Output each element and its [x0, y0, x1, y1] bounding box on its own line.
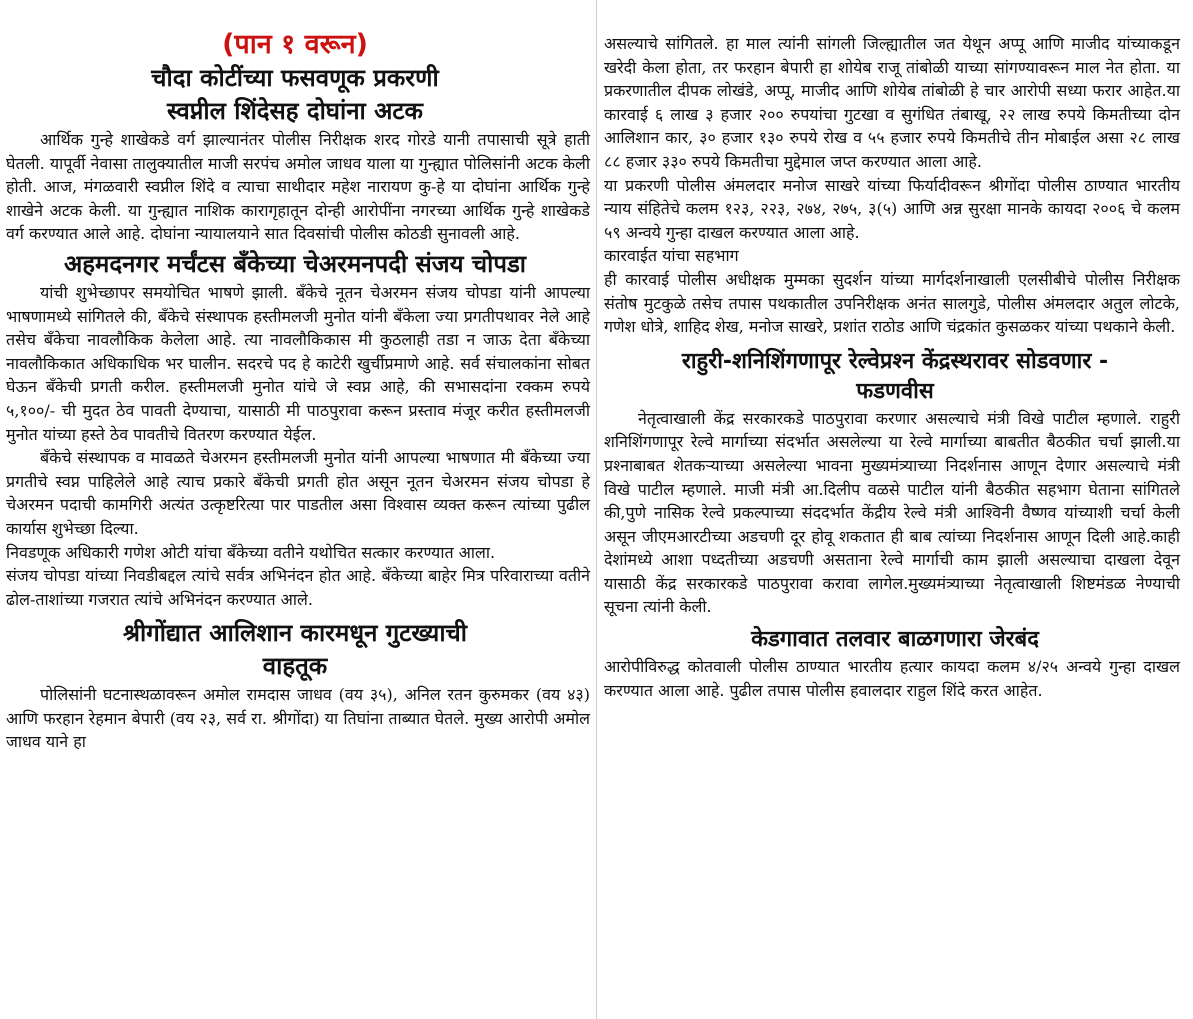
story-fraud-arrest-paragraph: आर्थिक गुन्हे शाखेकडे वर्ग झाल्यानंतर पोलीस निरीक्षक शरद गोरडे यानी तपासाची सूत्रे हाती घेतली. यापूर्वी नेवासा तालुक्यातील माजी सरपंच अमोल जाधव याला या गुन्ह्यात पोलिसांनी अटक केली होती. आज, मंगळवारी स्वप्नील शिंदे व त्याचा साथीदार महेश नारायण कु-हे या दोघांना आर्थिक गुन्हे शाखेने अटक केली. या गुन्ह्यात नाशिक कारागृहातून दोन्ही आरोपींना नगरच्या आर्थिक गुन्हे शाखेकडे वर्ग करण्यात आले आहे. दोघांना न्यायालयाने सात दिवसांची पोलीस कोठडी सुनावली आहे. — [6, 130, 590, 244]
story-merchants-bank-headline: अहमदनगर मर्चंटस बँकेच्या चेअरमनपदी संजय चोपडा — [63, 249, 527, 278]
continued-from-page-kicker: (पान १ वरून) — [222, 29, 368, 60]
story-gutkha-continued-subhead: कारवाईत यांचा सहभाग — [604, 246, 739, 266]
story-fraud-arrest-headline-line1: चौदा कोटींच्या फसवणूक प्रकरणी — [151, 64, 439, 92]
story-kedgaon-sword-headline: केडगावात तलवार बाळगणारा जेरबंद — [751, 627, 1039, 653]
story-rahuri-railway-paragraph: नेतृत्वाखाली केंद्र सरकारकडे पाठपुरावा करणार असल्याचे मंत्री विखे पाटील म्हणाले. राहुरी शनिशिंगणापूर रेल्वे मार्गाच्या संदर्भात असलेल्या या रेल्वे मार्गाच्या बाबतीत बैठकीत चर्चा झाली.या प्रश्‍नाबाबत शेतकर्‍याच्या असलेल्या भावना मुख्यमंत्र्याच्या निदर्शनास आणून देणार असल्याचे मंत्री विखे पाटील म्हणाले. माजी मंत्री आ.दिलीप वळसे पाटील यांनी बैठकीत सहभाग घेताना सांगितले की,पुणे नासिक रेल्वे प्रकल्पाच्या संददर्भात केंद्रीय रेल्वे मंत्री आश्विनी वैष्णव यांच्याशी चर्चा केली असून जीएमआरटीच्या अडचणी दूर होवू शकतात ही बाब त्यांच्या निदर्शनास आणून दिली आहे.काही देशांमध्ये आशा पध्दतीच्या अडचणी असताना रेल्वे मार्गाची काम झाली असल्याचा दाखला देवून यासाठी केंद्र सरकारकडे पाठपुरावा करावा लागेल.मुख्यमंत्र्याच्या नेतृत्वाखाली शिष्टमंडळ नेण्याची सूचना त्यांनी केली. — [604, 408, 1180, 617]
story-gutkha-headline-line2: वाहतूक — [262, 652, 328, 681]
story-merchants-bank-paragraph-3: निवडणूक अधिकारी गणेश ओटी यांचा बँकेच्या वतीने यथोचित सत्कार करण्यात आला. — [6, 542, 496, 562]
story-gutkha-transport — [0, 617, 590, 754]
story-gutkha-continued-paragraph-1: असल्याचे सांगितले. हा माल त्यांनी सांगली जिल्ह्यातील जत येथून अप्पू आणि माजीद यांच्याकडून खरेदी केला होता, तर फरहान बेपारी हा शोयेब राजू तांबोळी याच्या सांगण्यावरून माल नेत होता. या प्रकरणातील दीपक लोखंडे, अप्पू, माजीद आणि शोयेब तांबोळी हे चार आरोपी सध्या फरार आहेत.या कारवाई ६ लाख ३ हजार २०० रुपयांचा गुटखा व सुगंधित तंबाखू, २२ लाख रुपये किमतीच्या दोन आलिशान कार, ३० हजार १३० रुपये रोख व ५५ हजार रुपये किमतीचे तीन मोबाईल असा २८ लाख ८८ हजार ३३० रुपये किमतीचा मुद्देमाल जप्त करण्यात आला आहे. — [604, 34, 1180, 171]
story-merchants-bank-paragraph-4: संजय चोपडा यांच्या निवडीबद्दल त्यांचे सर्वत्र अभिनंदन होत आहे. बँकेच्या बाहेर मित्र परिवाराच्या वतीने ढोल-ताशांच्या गजरात त्यांचे अभिनंदन करण्यात आले. — [6, 566, 590, 609]
story-merchants-bank-paragraph-1: यांची शुभेच्छापर समयोचित भाषणे झाली. बँकेचे नूतन चेअरमन संजय चोपडा यांनी आपल्या भाषणामध्ये सांगितले की, बँकेचे संस्थापक हस्तीमलजी मुनोत यांनी बँकेला ज्या प्रगतीपथावर नेले आहे तसेच बँकेचा नावलौकिक केलेला आहे. त्या नावलौकिकास मी कुठलाही तडा न जाऊ देता बँकेच्या नावलौकिकात अधिकाधिक भर घालीन. सदरचे पद हे काटेरी खुर्चीप्रमाणे आहे. सर्व संचालकांना सोबत घेऊन बँकेची प्रगती करील. हस्तीमलजी मुनोत यांचे जे स्वप्न आहे, की सभासदांना रक्कम रुपये ५,१००/- ची मुदत ठेव पावती देण्याचा, यासाठी मी पाठपुरावा करून प्रस्ताव मंजूर करीत हस्तीमलजी मुनोत यांच्या हस्ते ठेव पावतीचे वितरण करण्यात येईल. — [6, 282, 590, 444]
story-gutkha-paragraph-1: पोलिसांनी घटनास्थळावरून अमोल रामदास जाधव (वय ३५), अनिल रतन कुरुमकर (वय ४३) आणि फरहान रेहमान बेपारी (वय २३, सर्व रा. श्रीगोंदा) या तिघांना ताब्यात घेतले. मुख्य आरोपी अमोल जाधव याने हा — [6, 685, 590, 752]
story-merchants-bank-paragraph-2: बँकेचे संस्थापक व मावळते चेअरमन हस्तीमलजी मुनोत यांनी आपल्या भाषणात मी बँकेच्या ज्या प्रगतीचे स्वप्न पाहिलेले आहे त्याच प्रकारे बँकेची प्रगती होत असून नूतन चेअरमन संजय चोपडा हे चेअरमन पदाची कामगिरी अत्यंत उत्कृष्टरित्या पार पाडतील असा विश्वास व्यक्त करून त्यांच्या पुढील कार्यास शुभेच्छा दिल्या. — [6, 448, 590, 538]
story-gutkha-continued-paragraph-2: या प्रकरणी पोलीस अंमलदार मनोज साखरे यांच्या फिर्यादीवरून श्रीगोंदा पोलीस ठाण्यात भारतीय न्याय संहितेचे कलम १२३, २२३, २७४, २७५, ३(५) आणि अन्न सुरक्षा मानके कायदा २००६ चे कलम ५९ अन्वये गुन्हा दाखल करण्यात आला आहे. — [604, 175, 1180, 242]
right-column — [604, 0, 1186, 702]
story-gutkha-continued-paragraph-4: ही कारवाई पोलीस अधीक्षक मुम्मका सुदर्शन यांच्या मार्गदर्शनाखाली एलसीबीचे पोलीस निरीक्षक संतोष मुटकुळे तसेच तपास पथकातील उपनिरीक्षक अनंत सालगुडे, पोलीस अंमलदार अतुल लोटके, गणेश धोत्रे, शाहिद शेख, मनोज साखरे, प्रशांत राठोड आणि चंद्रकांत कुसळकर यांच्या पथकाने केली. — [604, 269, 1180, 337]
story-gutkha-continued — [604, 32, 1186, 339]
story-kedgaon-sword-paragraph: आरोपीविरुद्ध कोतवाली पोलीस ठाण्यात भारतीय हत्यार कायदा कलम ४/२५ अन्वये गुन्हा दाखल करण्यात आला आहे. पुढील तपास पोलीस हवालदार राहुल शिंदे करत आहेत. — [604, 657, 1180, 700]
story-fraud-arrest — [0, 62, 590, 246]
story-kedgaon-sword — [604, 625, 1186, 702]
story-rahuri-railway-headline-line2: फडणवीस — [856, 378, 934, 404]
story-fraud-arrest-headline-line2: स्वप्नील शिंदेसह दोघांना अटक — [167, 97, 423, 125]
story-gutkha-headline-line1: श्रीगोंद्यात आलिशान कारमधून गुटख्याची — [122, 619, 468, 648]
left-column — [0, 0, 590, 754]
story-rahuri-railway — [604, 347, 1186, 619]
column-divider — [596, 0, 597, 1019]
story-merchants-bank-chairman — [0, 248, 590, 611]
story-rahuri-railway-headline-line1: राहुरी-शनिशिंगणापूर रेल्वेप्रश्‍न केंद्रस्थरावर सोडवणार - — [681, 348, 1109, 374]
